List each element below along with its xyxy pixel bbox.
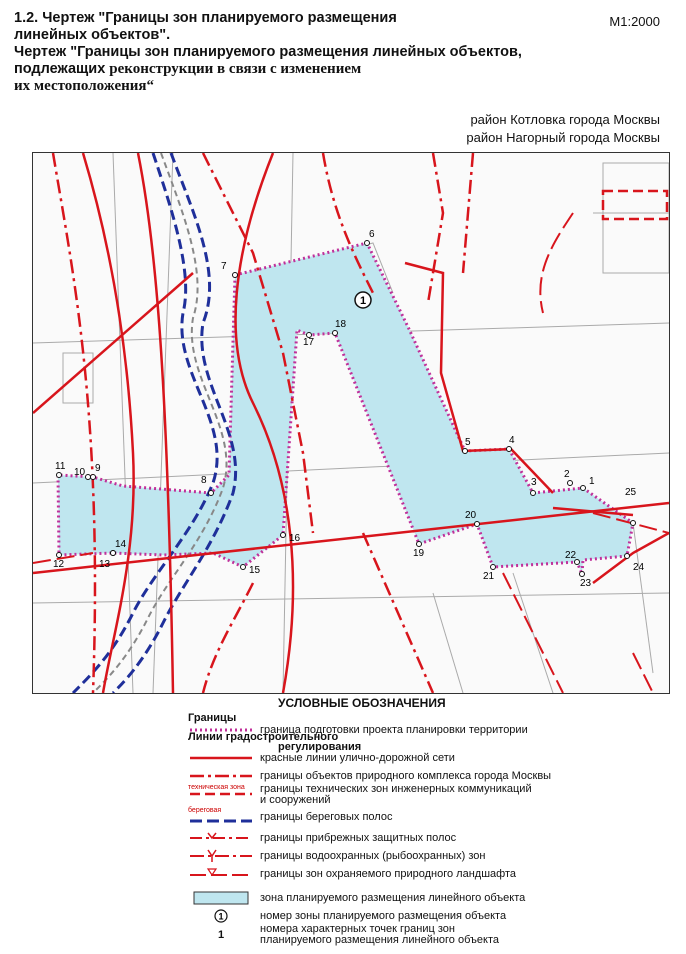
zone-fill-symbol (188, 891, 254, 905)
legend-item-zone: зона планируемого размещения линейного объекта (188, 890, 525, 906)
point-label-6: 6 (369, 229, 375, 240)
legend-item-zone-number: 1 номер зоны планируемого размещения объекта (188, 908, 506, 924)
legend-item-tech: техническая зона границы технических зон инженерных коммуникаций и сооружений (188, 783, 532, 806)
point-label-8: 8 (201, 475, 207, 486)
title-line-2: линейных объектов". (14, 27, 171, 43)
legend-item-red: красные линии улично-дорожной сети (188, 750, 455, 766)
point-label-24: 24 (633, 562, 645, 573)
zone-number-symbol (188, 909, 254, 923)
point-label-1: 1 (589, 476, 595, 487)
point-label-20: 20 (465, 510, 477, 521)
point-marker-5 (463, 449, 468, 454)
point-marker-23 (580, 572, 585, 577)
point-label-23: 23 (580, 578, 592, 589)
point-label-21: 21 (483, 571, 495, 582)
district-kotlovka: район Котловка города Москвы (470, 112, 660, 127)
point-label-7: 7 (221, 261, 227, 272)
point-marker-16 (281, 533, 286, 538)
point-label-16: 16 (289, 533, 301, 544)
point-marker-10 (86, 475, 91, 480)
point-marker-21 (491, 565, 496, 570)
district-nagorny: район Нагорный города Москвы (466, 130, 660, 145)
legend-item-coast: береговая границы береговых полос (188, 806, 392, 828)
point-label-15: 15 (249, 565, 261, 576)
legend-item-water: границы водоохранных (рыбоохранных) зон (188, 848, 485, 864)
river-axis (93, 153, 226, 693)
title-line-4 (14, 61, 574, 78)
tech-zone-symbol: техническая зона (188, 784, 245, 791)
title-line-4b: реконструкции в связи с изменением (109, 61, 362, 77)
point-marker-6 (365, 241, 370, 246)
landscape-symbol (188, 867, 254, 881)
point-label-4: 4 (509, 435, 515, 446)
point-marker-20 (475, 522, 480, 527)
point-label-17: 17 (303, 337, 315, 348)
point-label-25: 25 (625, 487, 637, 498)
title-line-4a: подлежащих (14, 61, 106, 77)
point-label-10: 10 (74, 467, 86, 478)
point-marker-7 (233, 273, 238, 278)
point-marker-1 (581, 486, 586, 491)
map-scale: М1:2000 (609, 14, 660, 29)
title-line-5: их местоположения“ (14, 78, 155, 94)
legend-item-nature: границы объектов природного комплекса города Москвы (188, 768, 551, 784)
point-marker-25 (631, 521, 636, 526)
coast-symbol: береговая (188, 807, 222, 814)
point-label-19: 19 (413, 548, 425, 559)
point-marker-18 (333, 331, 338, 336)
legend-item-protect: границы прибрежных защитных полос (188, 830, 456, 846)
svg-text:1: 1 (218, 911, 224, 922)
red-line-symbol (188, 751, 254, 765)
point-marker-9 (91, 475, 96, 480)
red-lines (33, 153, 669, 693)
point-label-14: 14 (115, 539, 127, 550)
nature-border-symbol (188, 769, 254, 783)
planned-zone-1 (58, 243, 633, 574)
title-line-1: 1.2. Чертеж "Границы зон планируемого размещения (14, 10, 397, 26)
point-marker-3 (531, 491, 536, 496)
point-label-18: 18 (335, 319, 347, 330)
topo-background (33, 153, 669, 693)
point-marker-15 (241, 565, 246, 570)
legend-item-landscape: границы зон охраняемого природного ландшафта (188, 866, 516, 882)
point-label-22: 22 (565, 550, 577, 561)
coast-strip-lines (73, 153, 236, 693)
point-label-2: 2 (564, 469, 570, 480)
legend-item-points: 1 номера характерных точек границ зон планируемого размещения линейного объекта (188, 924, 499, 950)
tech-zone-box (603, 191, 667, 219)
point-marker-8 (209, 491, 214, 496)
point-marker-19 (417, 542, 422, 547)
point-marker-4 (507, 447, 512, 452)
point-label-13: 13 (99, 559, 111, 570)
point-marker-14 (111, 551, 116, 556)
point-marker-2 (568, 481, 573, 486)
legend-title: УСЛОВНЫЕ ОБОЗНАЧЕНИЯ (278, 696, 446, 710)
map-drawing (33, 153, 669, 693)
legend-section-lines: Линии градостроительного регулирования (188, 731, 362, 753)
point-label-11: 11 (55, 461, 66, 472)
water-zone-symbol (188, 849, 254, 863)
zone-number-label: 1 (359, 295, 367, 307)
point-label-12: 12 (53, 559, 65, 570)
protect-strip-symbol (188, 831, 254, 845)
point-number-symbol: 1 (217, 929, 225, 941)
point-label-3: 3 (531, 477, 537, 488)
legend-section-borders: Границы (188, 712, 237, 724)
point-marker-11 (57, 473, 62, 478)
point-marker-24 (625, 554, 630, 559)
legend-item-planning: граница подготовки проекта планировки территории (188, 722, 528, 738)
point-marker-12 (57, 553, 62, 558)
map-frame (32, 152, 670, 694)
title-line-3: Чертеж "Границы зон планируемого размещения линейных объектов, (14, 44, 522, 60)
point-label-5: 5 (465, 437, 471, 448)
drawing-title (14, 10, 574, 95)
point-label-9: 9 (95, 463, 101, 474)
